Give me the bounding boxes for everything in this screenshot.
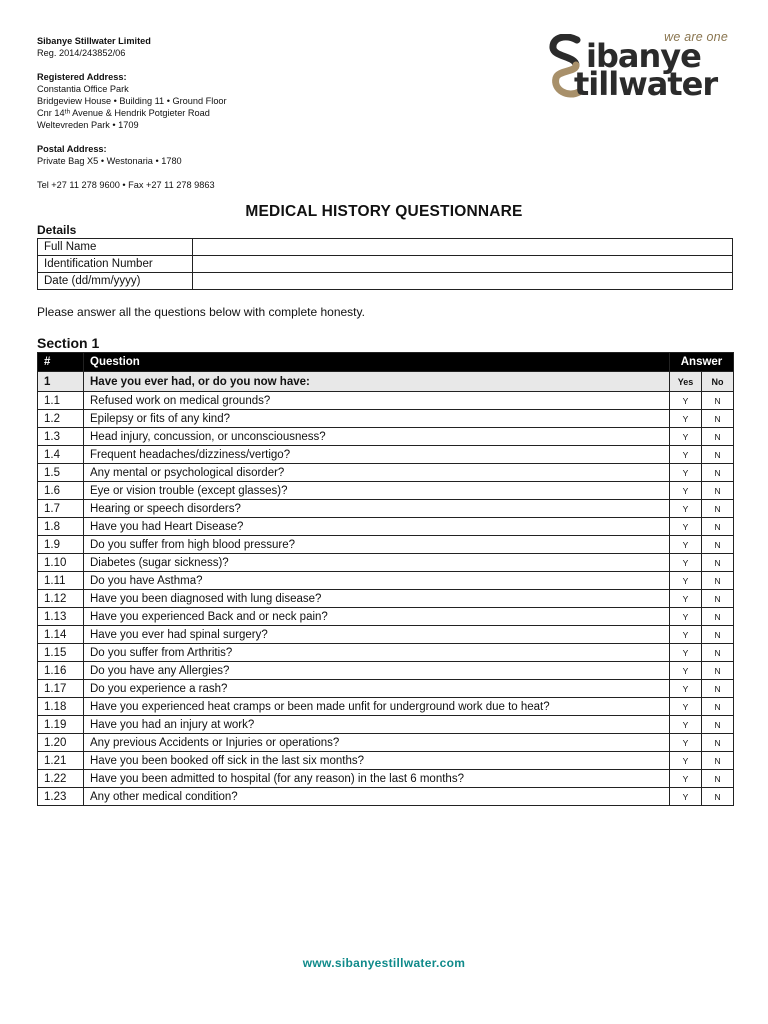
question-row bbox=[38, 770, 734, 788]
website-link[interactable]: www.sibanyestillwater.com bbox=[302, 956, 466, 970]
answer-yes-option[interactable]: Y bbox=[670, 518, 702, 536]
answer-yes-option[interactable]: Y bbox=[670, 644, 702, 662]
answer-yes-option[interactable]: Y bbox=[670, 608, 702, 626]
question-text: Have you been booked off sick in the last six months? bbox=[84, 752, 670, 770]
question-text: Any previous Accidents or Injuries or operations? bbox=[84, 734, 670, 752]
answer-no-option[interactable]: N bbox=[702, 770, 734, 788]
no-column-label: No bbox=[702, 372, 734, 392]
question-number: 1.16 bbox=[38, 662, 84, 680]
question-text: Epilepsy or fits of any kind? bbox=[84, 410, 670, 428]
section-heading: Section 1 bbox=[37, 335, 100, 351]
identification-number-field[interactable] bbox=[193, 256, 733, 273]
question-number: 1.2 bbox=[38, 410, 84, 428]
question-text: Diabetes (sugar sickness)? bbox=[84, 554, 670, 572]
full-name-field[interactable] bbox=[193, 239, 733, 256]
question-row bbox=[38, 716, 734, 734]
answer-no-option[interactable]: N bbox=[702, 392, 734, 410]
answer-no-option[interactable]: N bbox=[702, 734, 734, 752]
question-number: 1.3 bbox=[38, 428, 84, 446]
company-address-block bbox=[37, 35, 227, 191]
header-num: # bbox=[38, 353, 84, 372]
answer-no-option[interactable]: N bbox=[702, 482, 734, 500]
questions-table bbox=[37, 352, 734, 806]
answer-no-option[interactable]: N bbox=[702, 572, 734, 590]
answer-yes-option[interactable]: Y bbox=[670, 464, 702, 482]
question-number: 1.12 bbox=[38, 590, 84, 608]
answer-yes-option[interactable]: Y bbox=[670, 410, 702, 428]
answer-yes-option[interactable]: Y bbox=[670, 626, 702, 644]
answer-yes-option[interactable]: Y bbox=[670, 788, 702, 806]
answer-no-option[interactable]: N bbox=[702, 410, 734, 428]
registered-address-line: Bridgeview House • Building 11 • Ground Floor bbox=[37, 96, 227, 106]
registered-address-line: Weltevreden Park • 1709 bbox=[37, 120, 139, 130]
registered-address-line: Constantia Office Park bbox=[37, 84, 129, 94]
question-row bbox=[38, 482, 734, 500]
details-label: Identification Number bbox=[38, 256, 193, 273]
header-question: Question bbox=[84, 353, 670, 372]
answer-yes-option[interactable]: Y bbox=[670, 680, 702, 698]
question-row bbox=[38, 626, 734, 644]
question-number: 1.20 bbox=[38, 734, 84, 752]
question-row bbox=[38, 734, 734, 752]
registered-address-line: Cnr 14ᵗʰ Avenue & Hendrik Potgieter Road bbox=[37, 108, 210, 118]
answer-yes-option[interactable]: Y bbox=[670, 716, 702, 734]
question-text: Frequent headaches/dizziness/vertigo? bbox=[84, 446, 670, 464]
instructions-text: Please answer all the questions below with complete honesty. bbox=[37, 305, 365, 319]
answer-yes-option[interactable]: Y bbox=[670, 752, 702, 770]
answer-no-option[interactable]: N bbox=[702, 626, 734, 644]
question-number: 1.23 bbox=[38, 788, 84, 806]
answer-yes-option[interactable]: Y bbox=[670, 770, 702, 788]
page-title: MEDICAL HISTORY QUESTIONNARE bbox=[245, 203, 523, 220]
answer-yes-option[interactable]: Y bbox=[670, 500, 702, 518]
question-number: 1.13 bbox=[38, 608, 84, 626]
question-number: 1.18 bbox=[38, 698, 84, 716]
question-row bbox=[38, 752, 734, 770]
answer-yes-option[interactable]: Y bbox=[670, 446, 702, 464]
question-row bbox=[38, 608, 734, 626]
header-answer: Answer bbox=[670, 353, 734, 372]
answer-no-option[interactable]: N bbox=[702, 464, 734, 482]
question-text: Have you been diagnosed with lung disease? bbox=[84, 590, 670, 608]
answer-no-option[interactable]: N bbox=[702, 608, 734, 626]
group-row bbox=[38, 372, 734, 392]
question-text: Any other medical condition? bbox=[84, 788, 670, 806]
postal-address-line: Private Bag X5 • Westonaria • 1780 bbox=[37, 156, 182, 166]
details-heading: Details bbox=[37, 223, 77, 237]
question-row bbox=[38, 590, 734, 608]
date-field[interactable] bbox=[193, 273, 733, 290]
question-number: 1.7 bbox=[38, 500, 84, 518]
answer-no-option[interactable]: N bbox=[702, 554, 734, 572]
question-number: 1.10 bbox=[38, 554, 84, 572]
question-number: 1.8 bbox=[38, 518, 84, 536]
logo-word-stillwater: tillwater bbox=[574, 65, 718, 103]
question-text: Have you been admitted to hospital (for any reason) in the last 6 months? bbox=[84, 770, 670, 788]
details-row bbox=[38, 239, 733, 256]
question-number: 1.15 bbox=[38, 644, 84, 662]
question-text: Have you experienced heat cramps or been made unfit for underground work due to heat? bbox=[84, 698, 670, 716]
answer-no-option[interactable]: N bbox=[702, 716, 734, 734]
registered-address-label: Registered Address: bbox=[37, 72, 127, 82]
details-label: Date (dd/mm/yyyy) bbox=[38, 273, 193, 290]
answer-yes-option[interactable]: Y bbox=[670, 482, 702, 500]
question-row bbox=[38, 392, 734, 410]
answer-yes-option[interactable]: Y bbox=[670, 554, 702, 572]
answer-yes-option[interactable]: Y bbox=[670, 662, 702, 680]
question-row bbox=[38, 644, 734, 662]
answer-no-option[interactable]: N bbox=[702, 662, 734, 680]
question-text: Do you have any Allergies? bbox=[84, 662, 670, 680]
question-row bbox=[38, 464, 734, 482]
question-number: 1.1 bbox=[38, 392, 84, 410]
phone-fax: Tel +27 11 278 9600 • Fax +27 11 278 9863 bbox=[37, 180, 215, 190]
question-text: Do you suffer from Arthritis? bbox=[84, 644, 670, 662]
question-text: Do you experience a rash? bbox=[84, 680, 670, 698]
question-row bbox=[38, 680, 734, 698]
question-row bbox=[38, 500, 734, 518]
table-header-row bbox=[38, 353, 734, 372]
question-number: 1.19 bbox=[38, 716, 84, 734]
question-row bbox=[38, 518, 734, 536]
question-text: Do you suffer from high blood pressure? bbox=[84, 536, 670, 554]
question-row bbox=[38, 698, 734, 716]
group-question: Have you ever had, or do you now have: bbox=[84, 372, 670, 392]
question-text: Hearing or speech disorders? bbox=[84, 500, 670, 518]
details-row bbox=[38, 273, 733, 290]
answer-no-option[interactable]: N bbox=[702, 644, 734, 662]
company-reg: Reg. 2014/243852/06 bbox=[37, 48, 126, 58]
question-number: 1.22 bbox=[38, 770, 84, 788]
details-label: Full Name bbox=[38, 239, 193, 256]
question-row bbox=[38, 536, 734, 554]
answer-no-option[interactable]: N bbox=[702, 446, 734, 464]
yes-column-label: Yes bbox=[670, 372, 702, 392]
answer-no-option[interactable]: N bbox=[702, 698, 734, 716]
question-number: 1.9 bbox=[38, 536, 84, 554]
question-number: 1.5 bbox=[38, 464, 84, 482]
answer-yes-option[interactable]: Y bbox=[670, 572, 702, 590]
question-text: Refused work on medical grounds? bbox=[84, 392, 670, 410]
question-text: Have you had Heart Disease? bbox=[84, 518, 670, 536]
question-number: 1.21 bbox=[38, 752, 84, 770]
question-text: Any mental or psychological disorder? bbox=[84, 464, 670, 482]
details-table bbox=[37, 238, 733, 290]
question-text: Have you had an injury at work? bbox=[84, 716, 670, 734]
question-number: 1.14 bbox=[38, 626, 84, 644]
question-number: 1.11 bbox=[38, 572, 84, 590]
answer-no-option[interactable]: N bbox=[702, 518, 734, 536]
answer-no-option[interactable]: N bbox=[702, 788, 734, 806]
logo-word-sibanye: ibanye bbox=[586, 37, 701, 75]
question-row bbox=[38, 572, 734, 590]
sibanye-stillwater-logo bbox=[548, 28, 734, 103]
answer-yes-option[interactable]: Y bbox=[670, 536, 702, 554]
question-number: 1.4 bbox=[38, 446, 84, 464]
postal-address-label: Postal Address: bbox=[37, 144, 107, 154]
question-text: Do you have Asthma? bbox=[84, 572, 670, 590]
logo-tagline: we are one bbox=[664, 30, 728, 44]
answer-no-option[interactable]: N bbox=[702, 752, 734, 770]
question-text: Eye or vision trouble (except glasses)? bbox=[84, 482, 670, 500]
question-row bbox=[38, 428, 734, 446]
question-row bbox=[38, 788, 734, 806]
question-row bbox=[38, 554, 734, 572]
answer-yes-option[interactable]: Y bbox=[670, 428, 702, 446]
answer-no-option[interactable]: N bbox=[702, 680, 734, 698]
answer-no-option[interactable]: N bbox=[702, 590, 734, 608]
company-name: Sibanye Stillwater Limited bbox=[37, 36, 151, 46]
answer-no-option[interactable]: N bbox=[702, 428, 734, 446]
answer-yes-option[interactable]: Y bbox=[670, 698, 702, 716]
answer-yes-option[interactable]: Y bbox=[670, 734, 702, 752]
answer-no-option[interactable]: N bbox=[702, 536, 734, 554]
question-text: Have you ever had spinal surgery? bbox=[84, 626, 670, 644]
question-row bbox=[38, 662, 734, 680]
question-row bbox=[38, 446, 734, 464]
answer-yes-option[interactable]: Y bbox=[670, 590, 702, 608]
answer-no-option[interactable]: N bbox=[702, 500, 734, 518]
details-row bbox=[38, 256, 733, 273]
question-text: Head injury, concussion, or unconsciousness? bbox=[84, 428, 670, 446]
question-number: 1.6 bbox=[38, 482, 84, 500]
question-number: 1.17 bbox=[38, 680, 84, 698]
group-num: 1 bbox=[38, 372, 84, 392]
answer-yes-option[interactable]: Y bbox=[670, 392, 702, 410]
question-row bbox=[38, 410, 734, 428]
question-text: Have you experienced Back and or neck pain? bbox=[84, 608, 670, 626]
